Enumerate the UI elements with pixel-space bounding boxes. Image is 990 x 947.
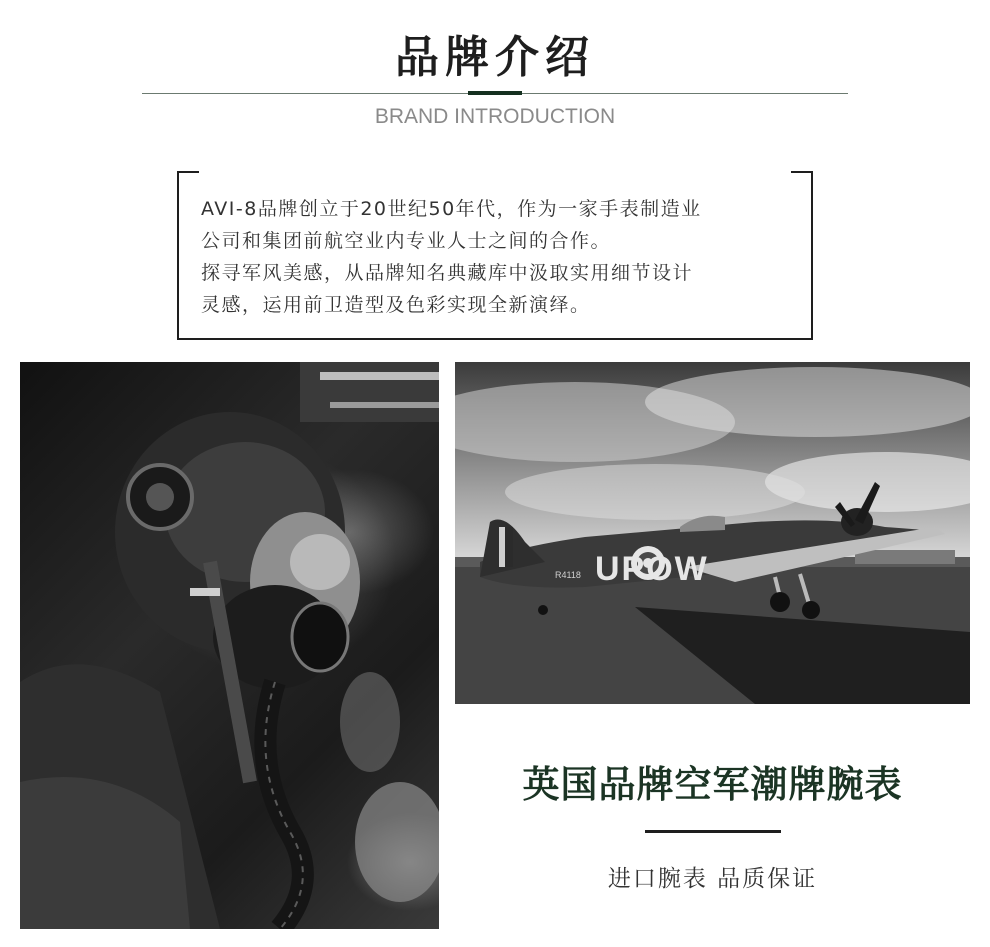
- intro-line: 灵感，运用前卫造型及色彩实现全新演绎。: [201, 294, 591, 316]
- title-divider-accent: [468, 91, 522, 95]
- aircraft-photo: [455, 362, 970, 704]
- intro-line: 探寻军风美感，从品牌知名典藏库中汲取实用细节设计: [201, 262, 694, 284]
- pilot-illustration: [20, 362, 439, 929]
- page-title: 品牌介绍: [395, 32, 595, 83]
- tagline-subheading: 进口腕表 品质保证: [607, 866, 818, 892]
- pilot-photo: [20, 362, 439, 929]
- page-subtitle: BRAND INTRODUCTION: [374, 105, 616, 128]
- aircraft-serial: R4118: [555, 570, 581, 580]
- aircraft-illustration: [455, 362, 970, 704]
- aircraft-markings: UPOW: [595, 550, 709, 588]
- intro-line: AVI-8品牌创立于20世纪50年代，作为一家手表制造业: [201, 198, 702, 220]
- tagline-heading: 英国品牌空军潮牌腕表: [522, 763, 903, 806]
- intro-line: 公司和集团前航空业内专业人士之间的合作。: [201, 230, 612, 252]
- intro-box: [177, 171, 813, 340]
- intro-text: [201, 193, 797, 321]
- tagline-divider: [645, 830, 781, 833]
